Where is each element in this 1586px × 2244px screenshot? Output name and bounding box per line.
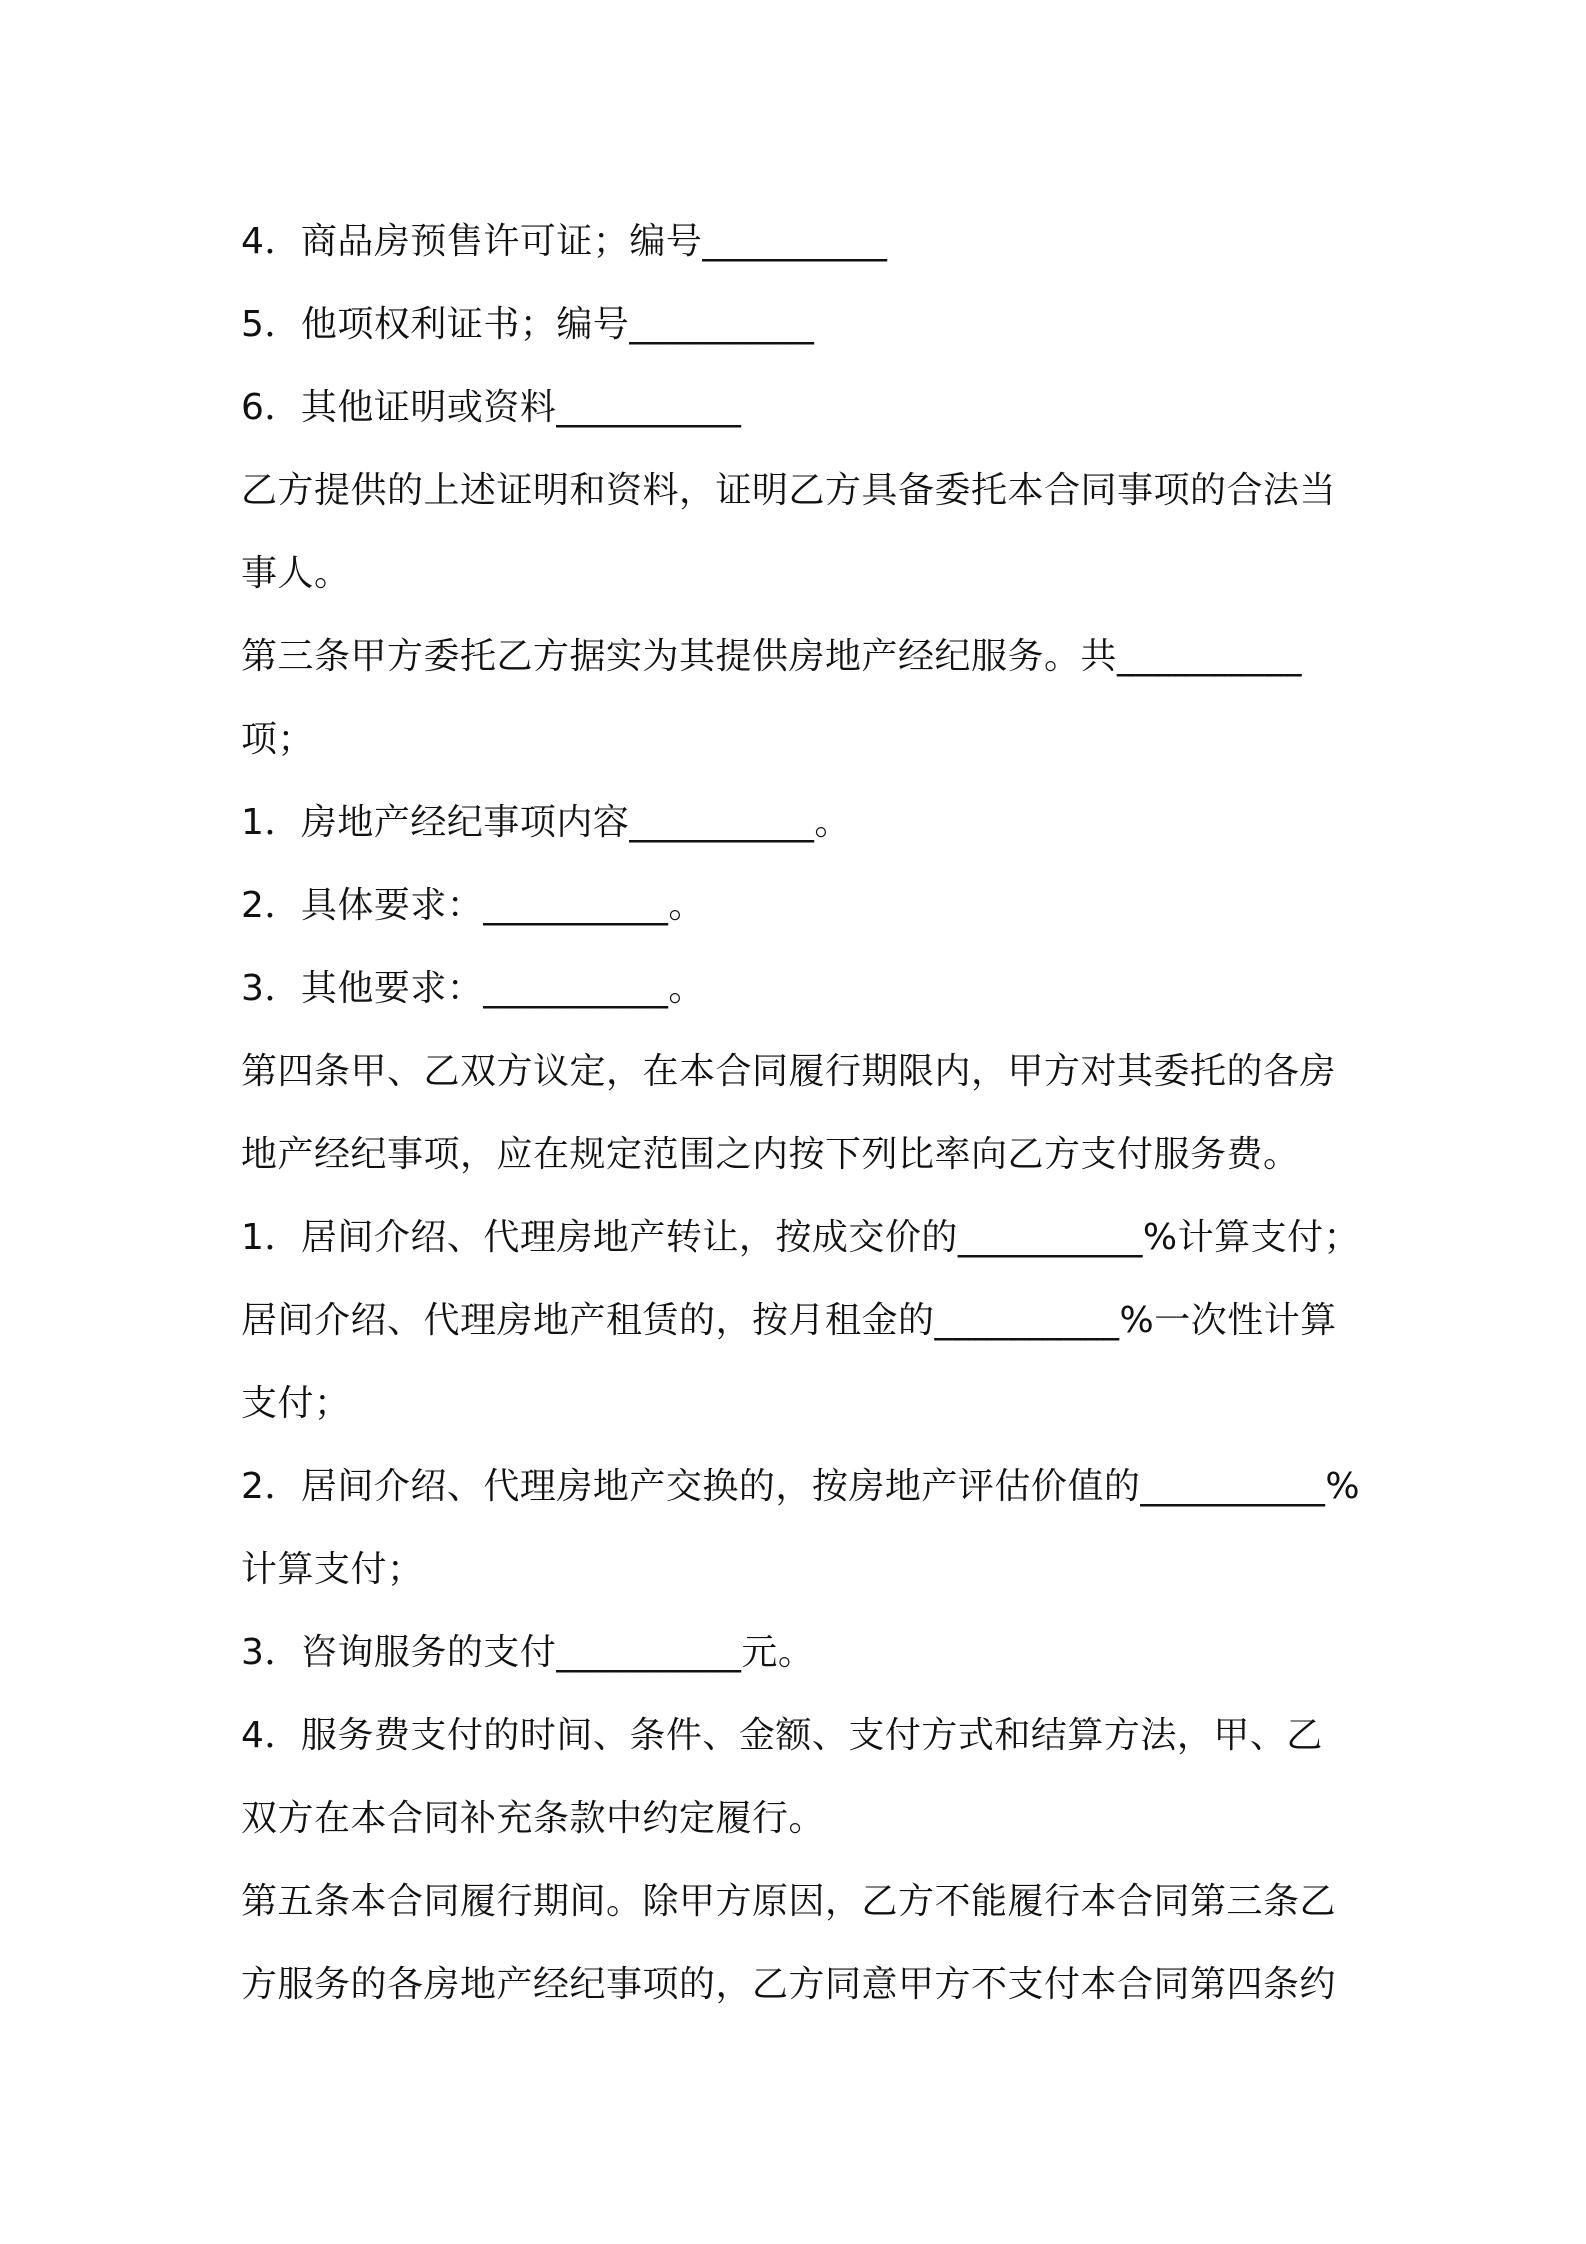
doc-line-article-4-item-2: 2．居间介绍、代理房地产交换的，按房地产评估价值的__________% <box>241 1466 1361 1507</box>
doc-line-article-4-item-4-cont: 双方在本合同补充条款中约定履行。 <box>241 1798 826 1839</box>
doc-line-article-3: 第三条甲方委托乙方据实为其提供房地产经纪服务。共__________ <box>241 636 1303 677</box>
doc-line-article-3-item-1: 1．房地产经纪事项内容__________。 <box>241 802 851 843</box>
doc-line-item-5-other-rights-cert: 5．他项权利证书；编号__________ <box>241 304 815 345</box>
doc-line-article-4-item-3: 3．咨询服务的支付__________元。 <box>241 1632 815 1673</box>
doc-line-article-4-item-1-cont: 支付； <box>241 1383 351 1424</box>
doc-line-article-4-item-4: 4．服务费支付的时间、条件、金额、支付方式和结算方法，甲、乙 <box>241 1715 1323 1756</box>
doc-line-article-3-item-2: 2．具体要求：__________。 <box>241 885 705 926</box>
doc-line-party-b-proof-cont: 事人。 <box>241 553 351 594</box>
doc-line-article-4-item-2-cont: 计算支付； <box>241 1549 424 1590</box>
doc-line-article-4-item-1: 1．居间介绍、代理房地产转让，按成交价的__________%计算支付； <box>241 1217 1361 1258</box>
doc-line-party-b-proof: 乙方提供的上述证明和资料，证明乙方具备委托本合同事项的合法当 <box>241 470 1337 511</box>
doc-line-item-6-other-proof: 6．其他证明或资料__________ <box>241 387 742 428</box>
document-body <box>241 200 1381 2026</box>
doc-line-article-4-item-1-lease: 居间介绍、代理房地产租赁的，按月租金的__________%一次性计算 <box>241 1300 1337 1341</box>
doc-line-item-4-presale-permit: 4．商品房预售许可证；编号__________ <box>241 221 888 262</box>
doc-line-article-4: 第四条甲、乙双方议定，在本合同履行期限内，甲方对其委托的各房 <box>241 1051 1337 1092</box>
doc-line-article-5-cont: 方服务的各房地产经纪事项的，乙方同意甲方不支付本合同第四条约 <box>241 1964 1337 2005</box>
doc-line-article-4-cont: 地产经纪事项，应在规定范围之内按下列比率向乙方支付服务费。 <box>241 1134 1300 1175</box>
doc-line-article-5: 第五条本合同履行期间。除甲方原因，乙方不能履行本合同第三条乙 <box>241 1881 1337 1922</box>
doc-line-article-3-item-3: 3．其他要求：__________。 <box>241 968 705 1009</box>
doc-line-article-3-cont: 项； <box>241 719 315 760</box>
